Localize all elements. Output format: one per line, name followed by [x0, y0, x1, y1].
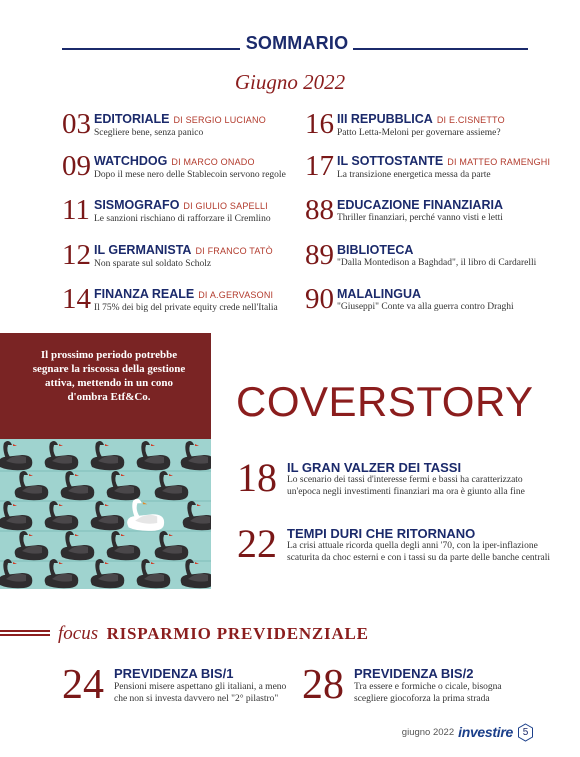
- toc-page-number: 12: [62, 239, 91, 271]
- toc-page-number: 11: [62, 194, 90, 226]
- cover-teaser-panel: [0, 333, 211, 439]
- toc-page-number: 09: [62, 150, 91, 182]
- coverstory-page-number: 18: [237, 455, 277, 500]
- toc-title: WATCHDOG: [94, 154, 168, 168]
- focus-label: focus: [58, 623, 99, 644]
- coverstory-desc-line2: scaturita da choc esterni e con i tassi su da parte delle banche centrali: [287, 552, 550, 563]
- focus-rule: [0, 630, 50, 638]
- toc-title: SISMOGRAFO: [94, 198, 180, 212]
- toc-title: IL SOTTOSTANTE: [337, 154, 444, 168]
- toc-title: FINANZA REALE: [94, 287, 195, 301]
- toc-page-number: 89: [305, 239, 334, 271]
- toc-description: La transizione energetica messa da parte: [337, 170, 491, 180]
- coverstory-heading: COVERSTORY: [236, 378, 534, 425]
- toc-title: EDITORIALE: [94, 112, 170, 126]
- focus-desc-line1: Pensioni misere aspettano gli italiani, a meno: [114, 682, 287, 692]
- toc-author: DI FRANCO TATÒ: [195, 246, 273, 256]
- coverstory-title: IL GRAN VALZER DEI TASSI: [287, 460, 462, 475]
- toc-description: Scegliere bene, senza panico: [94, 128, 204, 138]
- swans-illustration: [0, 439, 211, 589]
- focus-desc-line2: che non si investa davvero nel "2° pilastro": [114, 694, 279, 704]
- toc-author: DI MATTEO RAMENGHI: [447, 157, 551, 167]
- toc-description: Dopo il mese nero delle Stablecoin servono regole: [94, 170, 286, 180]
- coverstory-desc-line2: un'epoca negli investimenti finanziari ma ora è giunto alla fine: [287, 486, 525, 497]
- toc-description: Thriller finanziari, perché vanno visti e letti: [337, 213, 503, 223]
- page-number-badge: [517, 723, 534, 742]
- coverstory-title: TEMPI DURI CHE RITORNANO: [287, 526, 476, 541]
- focus-desc-line2: scegliere giocoforza la prima strada: [354, 694, 490, 704]
- toc-description: Il 75% dei big del private equity crede nell'Italia: [94, 303, 278, 313]
- coverstory-page-number: 22: [237, 521, 277, 566]
- toc-page-number: 16: [305, 108, 334, 140]
- toc-description: Patto Letta-Meloni per governare assieme?: [337, 128, 501, 138]
- toc-description: Non sparate sul soldato Scholz: [94, 259, 212, 269]
- toc-description: Le sanzioni rischiano di rafforzare il Cremlino: [94, 214, 271, 224]
- toc-page-number: 17: [305, 150, 334, 182]
- toc-description: "Giuseppi" Conte va alla guerra contro Draghi: [337, 302, 514, 312]
- toc-author: DI SERGIO LUCIANO: [173, 115, 266, 125]
- focus-page-number: 24: [62, 662, 104, 708]
- toc-page-number: 14: [62, 283, 91, 315]
- toc-description: "Dalla Montedison a Baghdad", il libro di Cardarelli: [337, 258, 537, 268]
- magazine-logo: investire: [458, 724, 513, 740]
- toc-title: IL GERMANISTA: [94, 243, 192, 257]
- coverstory-desc-line1: Lo scenario dei tassi d'interesse fermi e bassi ha caratterizzato: [287, 475, 523, 485]
- toc-title: MALALINGUA: [337, 287, 422, 301]
- toc-page-number: 03: [62, 108, 91, 140]
- toc-title: EDUCAZIONE FINANZIARIA: [337, 198, 503, 212]
- cover-teaser-text: Il prossimo periodo potrebbe segnare la riscossa della gestione attiva, mettendo in un cono d'ombra Etf&Co.: [32, 349, 186, 403]
- section-header: [62, 33, 528, 57]
- issue-date: Giugno 2022: [234, 70, 346, 94]
- page-number: 5: [522, 726, 529, 738]
- page-title: SOMMARIO: [245, 33, 349, 53]
- toc-page-number: 88: [305, 194, 334, 226]
- page-footer: [402, 721, 534, 743]
- toc-title: III REPUBBLICA: [337, 112, 433, 126]
- toc-author: DI GIULIO SAPELLI: [183, 201, 268, 211]
- toc-author: DI A.GERVASONI: [198, 290, 274, 300]
- footer-date: giugno 2022: [401, 726, 455, 738]
- header-rule-left: [62, 48, 240, 50]
- toc-author: DI MARCO ONADO: [171, 157, 255, 167]
- focus-title: RISPARMIO PREVIDENZIALE: [106, 624, 369, 643]
- coverstory-desc-line1: La crisi attuale ricorda quella degli anni '70, con la iper-inflazione: [287, 541, 538, 551]
- focus-item-title: PREVIDENZA BIS/1: [114, 666, 234, 681]
- focus-item-title: PREVIDENZA BIS/2: [354, 666, 474, 681]
- header-rule-right: [353, 48, 528, 50]
- toc-author: DI E.CISNETTO: [436, 115, 505, 125]
- focus-heading: [58, 623, 369, 645]
- toc-title: BIBLIOTECA: [337, 243, 414, 257]
- toc-page-number: 90: [305, 283, 334, 315]
- focus-page-number: 28: [302, 662, 344, 708]
- focus-desc-line1: Tra essere e formiche o cicale, bisogna: [354, 682, 502, 692]
